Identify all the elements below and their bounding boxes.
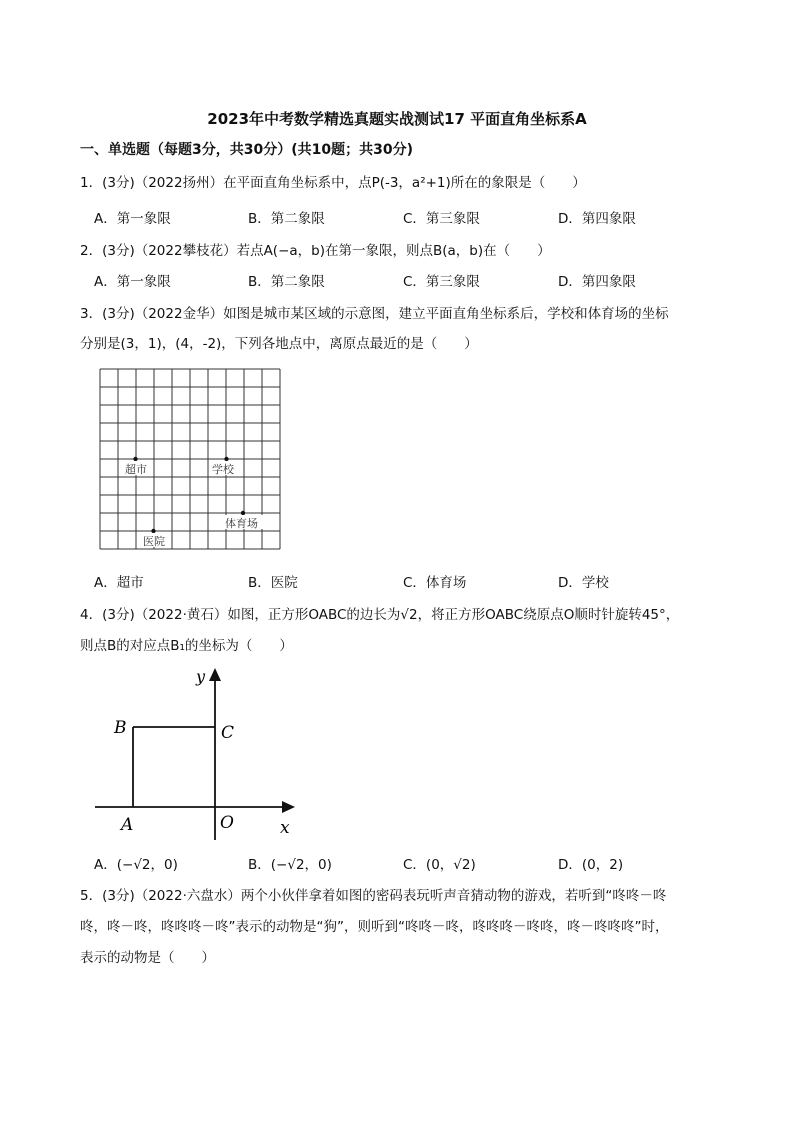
q2-option-c: C．第三象限: [403, 274, 480, 290]
q3-option-a: A．超市: [94, 575, 144, 591]
hospital-label: 医院: [143, 535, 165, 548]
question-5-stem-line3: 表示的动物是（ ）: [80, 950, 215, 966]
question-5-stem-line2: 咚，咚－咚，咚咚咚－咚”表示的动物是“狗”，则听到“咚咚－咚，咚咚咚－咚咚，咚－咚咚咚”时，: [80, 919, 669, 935]
q4-square-figure: [90, 660, 310, 845]
label-o: O: [220, 813, 234, 833]
x-axis-arrow-icon: [282, 801, 295, 813]
q2-option-b: B．第二象限: [248, 274, 325, 290]
label-c: C: [221, 723, 235, 743]
q3-option-d: D．学校: [558, 575, 609, 591]
label-y: y: [196, 667, 206, 686]
question-3-stem-line1: 3．(3分)（2022金华）如图是城市某区域的示意图，建立平面直角坐标系后，学校和体育场的坐标: [80, 306, 669, 322]
question-2-stem: 2．(3分)（2022攀枝花）若点A(−a，b)在第一象限，则点B(a，b)在（ ）: [80, 243, 551, 259]
school-label: 学校: [212, 463, 234, 476]
question-4-stem-line2: 则点B的对应点B₁的坐标为（ ）: [80, 638, 293, 654]
q4-option-d: D．(0，2): [558, 857, 624, 873]
y-axis-arrow-icon: [209, 668, 221, 681]
q1-option-b: B．第二象限: [248, 211, 325, 227]
q3-grid-map: [95, 365, 285, 555]
q4-option-c: C．(0，√2): [403, 857, 476, 873]
q4-option-a: A．(−√2，0): [94, 857, 178, 873]
q1-option-d: D．第四象限: [558, 211, 636, 227]
school-point: [224, 457, 228, 461]
q3-option-c: C．体育场: [403, 575, 467, 591]
q3-option-b: B．医院: [248, 575, 298, 591]
question-5-stem-line1: 5．(3分)（2022·六盘水）两个小伙伴拿着如图的密码表玩听声音猜动物的游戏，若听到“咚咚－咚: [80, 888, 667, 904]
supermarket-label: 超市: [125, 463, 147, 476]
stadium-label: 体育场: [225, 517, 258, 530]
label-x: x: [280, 818, 290, 838]
question-3-stem-line2: 分别是(3，1)，(4，-2)，下列各地点中，离原点最近的是（ ）: [80, 336, 478, 352]
stadium-point: [241, 511, 245, 515]
q2-option-d: D．第四象限: [558, 274, 636, 290]
label-b: B: [114, 718, 127, 738]
q2-option-a: A．第一象限: [94, 274, 171, 290]
question-4-stem-line1: 4．(3分)（2022·黄石）如图，正方形OABC的边长为√2，将正方形OABC绕原点O顺时针旋转45°，: [80, 607, 680, 623]
hospital-point: [151, 529, 155, 533]
q1-option-a: A．第一象限: [94, 211, 171, 227]
section-heading: 一、单选题（每题3分，共30分）(共10题；共30分): [80, 142, 413, 158]
page-title: 2023年中考数学精选真题实战测试17 平面直角坐标系A: [207, 110, 587, 128]
label-a: A: [121, 815, 134, 835]
q4-option-b: B．(−√2，0): [248, 857, 332, 873]
question-1-stem: 1．(3分)（2022扬州）在平面直角坐标系中，点P(-3，a²+1)所在的象限是（ ）: [80, 175, 586, 191]
supermarket-point: [133, 457, 137, 461]
q1-option-c: C．第三象限: [403, 211, 480, 227]
